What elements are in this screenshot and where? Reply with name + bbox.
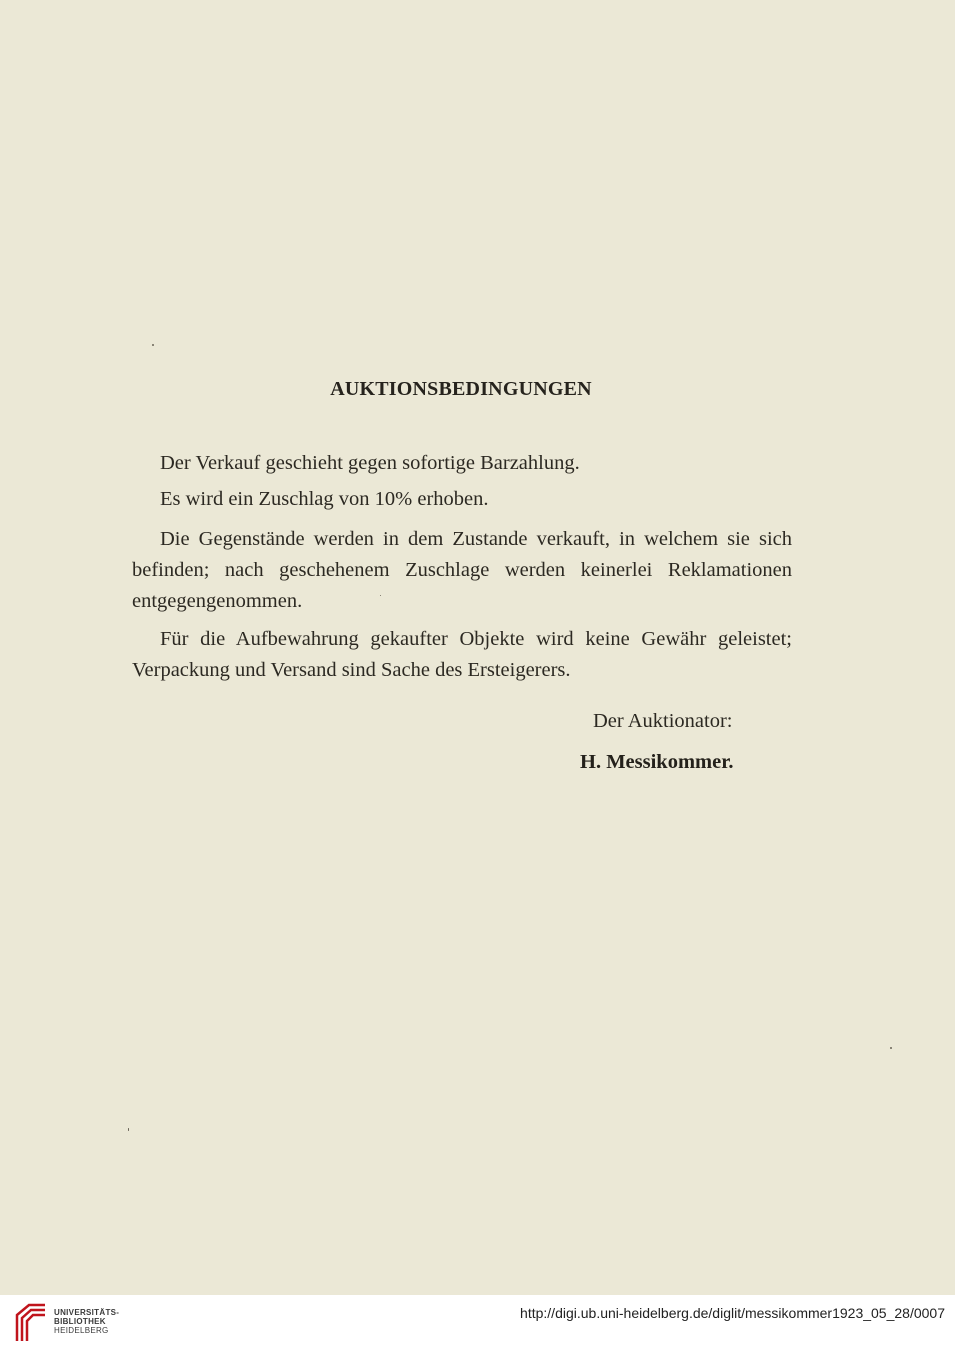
paper-speck <box>380 595 381 596</box>
library-name-line-1: UNIVERSITÄTS- <box>54 1308 120 1317</box>
library-name-line-3: HEIDELBERG <box>54 1326 109 1335</box>
condition-paragraph-3 <box>132 524 792 617</box>
paragraph-text: Der Verkauf geschieht gegen sofortige Barzahlung. <box>160 452 580 474</box>
permalink-url[interactable]: http://digi.ub.uni-heidelberg.de/diglit/messikommer1923_05_28/0007 <box>520 1305 945 1321</box>
condition-paragraph-4 <box>132 624 792 686</box>
paper-speck <box>128 1128 129 1131</box>
paper-speck <box>890 1047 892 1049</box>
paragraph-text: Für die Aufbewahrung gekaufter Objekte wird keine Gewähr geleistet; Verpackung und Versand sind Sache des Ersteigerers. <box>132 628 792 681</box>
page-title: AUKTIONSBEDINGUNGEN <box>330 378 592 400</box>
condition-paragraph-2 <box>132 484 792 515</box>
condition-paragraph-1 <box>132 448 792 479</box>
library-logo-icon <box>9 1303 49 1343</box>
digitization-footer <box>0 1295 955 1362</box>
paragraph-text: Die Gegenstände werden in dem Zustande verkauft, in welchem sie sich befinden; nach geschehenem Zuschlage werden keinerlei Reklamationen entgegengenommen. <box>132 528 792 612</box>
library-name <box>54 1308 119 1335</box>
paragraph-text: Es wird ein Zuschlag von 10% erhoben. <box>160 488 489 510</box>
signature-role: Der Auktionator: <box>593 710 733 732</box>
signature-name: H. Messikommer. <box>580 751 734 773</box>
paper-speck <box>152 344 154 346</box>
library-name-line-2: BIBLIOTHEK <box>54 1317 106 1326</box>
